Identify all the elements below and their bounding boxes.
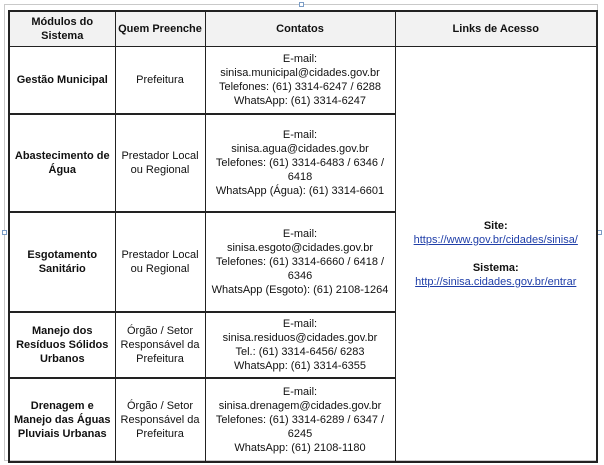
contato-cell <box>205 114 395 212</box>
header-modulos: Módulos do Sistema <box>9 11 115 47</box>
quem-cell: Prestador Local ou Regional <box>115 114 205 212</box>
resize-handle-top[interactable] <box>299 2 304 7</box>
contato-line: sinisa.residuos@cidades.gov.br <box>222 331 378 344</box>
contato-line: WhatsApp (Esgoto): (61) 2108-1264 <box>211 283 389 296</box>
contato-line: sinisa.drenagem@cidades.gov.br <box>218 399 382 412</box>
contato-line: E-mail: <box>282 227 318 240</box>
contato-line: WhatsApp: (61) 3314-6355 <box>233 359 367 372</box>
contato-cell <box>205 47 395 114</box>
contato-line: sinisa.agua@cidades.gov.br <box>231 142 369 155</box>
header-quem-preenche: Quem Preenche <box>115 11 205 47</box>
modulo-cell: Abastecimento de Água <box>9 114 115 212</box>
quem-cell: Prestador Local ou Regional <box>115 212 205 312</box>
contato-line: sinisa.esgoto@cidades.gov.br <box>226 241 374 254</box>
links-cell <box>395 47 597 462</box>
sistema-label: Sistema: <box>472 261 519 274</box>
contato-line: E-mail: <box>282 52 318 65</box>
modulo-cell: Drenagem e Manejo das Águas Pluviais Urbanas <box>9 378 115 462</box>
contato-cell <box>205 212 395 312</box>
contato-cell <box>205 378 395 462</box>
quem-cell: Prefeitura <box>115 47 205 114</box>
modulo-cell: Manejo dos Resíduos Sólidos Urbanos <box>9 312 115 378</box>
site-label: Site: <box>483 219 508 232</box>
modulo-cell: Gestão Municipal <box>9 47 115 114</box>
quem-cell: Órgão / Setor Responsável da Prefeitura <box>115 378 205 462</box>
contato-line: E-mail: <box>282 128 318 141</box>
table-row <box>9 47 597 114</box>
contato-line: Telefones: (61) 3314-6660 / 6418 / 6346 <box>215 255 385 282</box>
contato-line: E-mail: <box>282 385 318 398</box>
resize-handle-left[interactable] <box>2 230 7 235</box>
modulo-cell: Esgotamento Sanitário <box>9 212 115 312</box>
contato-line: E-mail: <box>282 317 318 330</box>
contato-line: Telefones: (61) 3314-6483 / 6346 / 6418 <box>215 156 385 183</box>
contato-line: Telefones: (61) 3314-6289 / 6347 / 6245 <box>215 413 385 440</box>
site-link[interactable]: https://www.gov.br/cidades/sinisa/ <box>413 233 578 246</box>
sinisa-contacts-table <box>8 10 598 463</box>
contato-line: Tel.: (61) 3314-6456/ 6283 <box>235 345 365 358</box>
quem-cell: Órgão / Setor Responsável da Prefeitura <box>115 312 205 378</box>
header-contatos: Contatos <box>205 11 395 47</box>
contato-line: Telefones: (61) 3314-6247 / 6288 <box>218 80 382 93</box>
contato-line: sinisa.municipal@cidades.gov.br <box>220 66 380 79</box>
header-links: Links de Acesso <box>395 11 597 47</box>
contato-cell <box>205 312 395 378</box>
contato-line: WhatsApp (Água): (61) 3314-6601 <box>215 184 385 197</box>
sistema-link[interactable]: http://sinisa.cidades.gov.br/entrar <box>415 275 577 288</box>
contato-line: WhatsApp: (61) 3314-6247 <box>233 94 367 107</box>
contato-line: WhatsApp: (61) 2108-1180 <box>234 441 366 454</box>
